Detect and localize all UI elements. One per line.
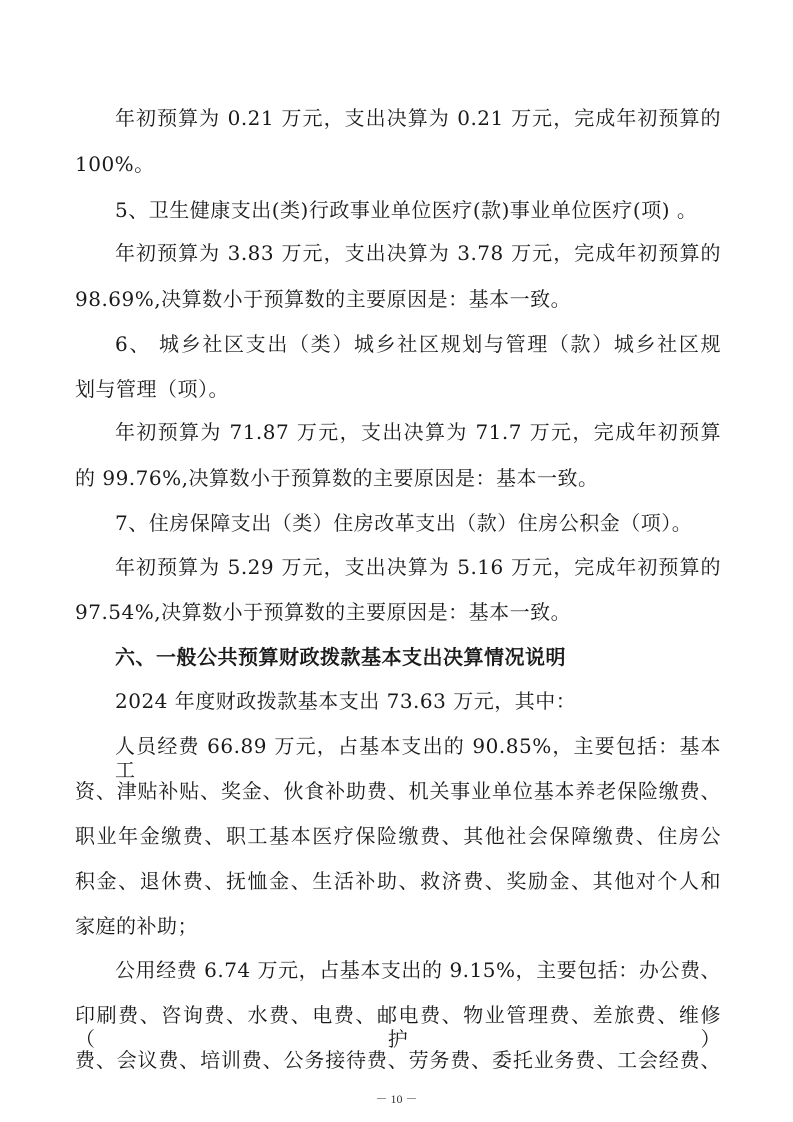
section-item-title: 5、卫生健康支出(类)行政事业单位医疗(款)事业单位医疗(项) 。 [115,198,698,222]
paragraph-line: 年初预算为 0.21 万元，支出决算为 0.21 万元，完成年初预算的 [115,106,721,130]
section-item-title: 6、 城乡社区支出（类）城乡社区规划与管理（款）城乡社区规 [115,332,721,356]
section-item-title: 7、住房保障支出（类）住房改革支出（款）住房公积金（项）。 [115,511,693,535]
section-item-title-cont: 划与管理（项）。 [75,377,229,401]
paragraph-line: 年初预算为 71.87 万元，支出决算为 71.7 万元，完成年初预算 [115,420,721,444]
paragraph-line: 人员经费 66.89 万元，占基本支出的 90.85%，主要包括：基本工 [115,734,721,782]
paragraph-line: 公用经费 6.74 万元，占基本支出的 9.15%，主要包括：办公费、 [115,958,721,982]
paragraph-line: 100%。 [75,152,155,176]
paragraph-line: 资、津贴补贴、奖金、伙食补助费、机关事业单位基本养老保险缴费、 [75,779,721,803]
paragraph-line: 积金、退休费、抚恤金、生活补助、救济费、奖励金、其他对个人和 [75,869,721,893]
paragraph-line: 职业年金缴费、职工基本医疗保险缴费、其他社会保障缴费、住房公 [75,824,721,848]
paragraph-line: 的 99.76%,决算数小于预算数的主要原因是：基本一致。 [75,466,599,490]
paragraph-line: 费、会议费、培训费、公务接待费、劳务费、委托业务费、工会经费、 [75,1048,721,1072]
paragraph-line: 年初预算为 3.83 万元，支出决算为 3.78 万元，完成年初预算的 [115,241,721,265]
page-number: － 10 － [375,1092,418,1106]
paragraph-line: 2024 年度财政拨款基本支出 73.63 万元，其中： [115,689,577,713]
paragraph-line: 年初预算为 5.29 万元，支出决算为 5.16 万元，完成年初预算的 [115,555,721,579]
paragraph-line: 97.54%,决算数小于预算数的主要原因是：基本一致。 [75,600,572,624]
section-heading: 六、一般公共预算财政拨款基本支出决算情况说明 [115,645,566,669]
paragraph-line: 家庭的补助； [75,914,198,938]
paragraph-line: 98.69%,决算数小于预算数的主要原因是：基本一致。 [75,287,572,311]
paragraph-line: 印刷费、咨询费、水费、电费、邮电费、物业管理费、差旅费、维修（护） [75,1003,721,1051]
